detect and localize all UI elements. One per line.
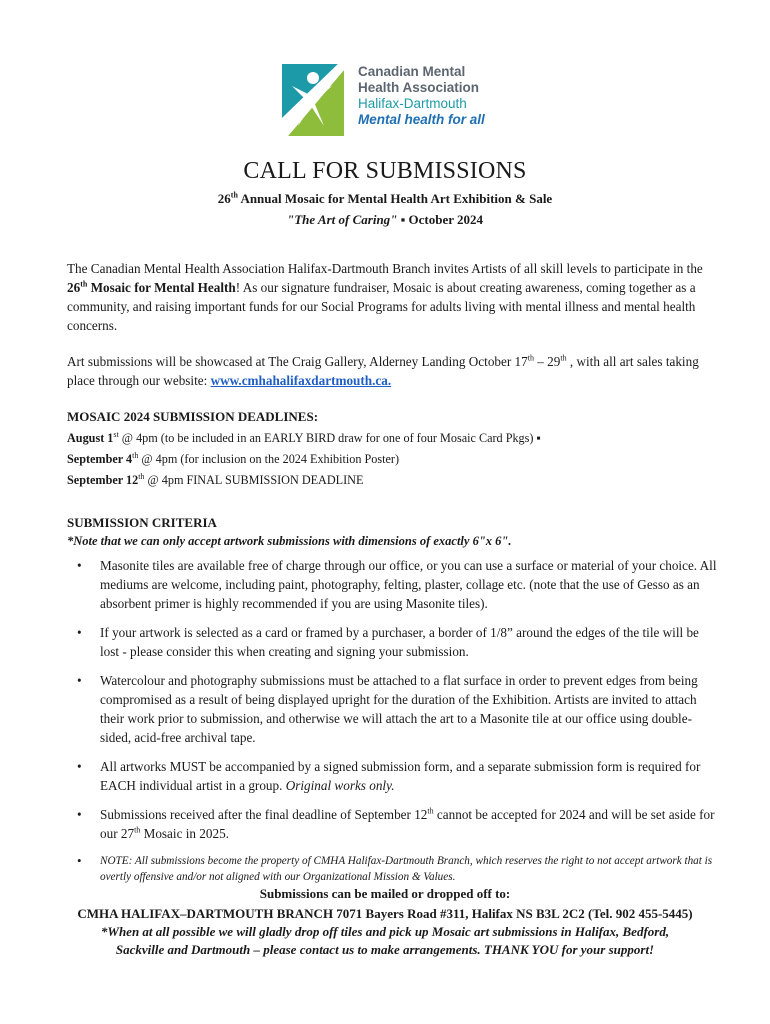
criteria-item-form: • All artworks MUST be accompanied by a signed submission form, and a separate submission form is required for EACH individual artist in a group. Original works only.: [77, 759, 701, 793]
cmha-logo: [278, 60, 498, 144]
logo-line-1: Canadian Mental: [358, 64, 466, 79]
page-title: CALL FOR SUBMISSIONS: [243, 158, 527, 184]
cmha-logo-icon: [278, 60, 348, 140]
logo-line-3: Halifax-Dartmouth: [358, 96, 467, 111]
criteria-heading: SUBMISSION CRITERIA: [67, 515, 217, 530]
footer-mail-intro: Submissions can be mailed or dropped off to:: [259, 886, 511, 901]
deadline-item-2: September 4th @ 4pm (for inclusion on the 2024 Exhibition Poster): [67, 450, 400, 466]
event-date: ▪ October 2024: [397, 212, 483, 227]
intro-paragraph: The Canadian Mental Health Association Halifax-Dartmouth Branch invites Artists of all skill levels to participate in the 26th Mosaic for Mental Health! As our signature fundraiser, Mosaic is about creating awareness, coming together as a community, and raising important funds for our Social Programs for adults living with mental illness and mental health concerns.: [67, 261, 703, 333]
logo-line-2: Health Association: [358, 80, 480, 95]
footer-dropoff-line-1: *When at all possible we will gladly drop off tiles and pick up Mosaic art submissions in Halifax, Bedford,: [100, 924, 670, 939]
criteria-item-note: • NOTE: All submissions become the property of CMHA Halifax-Dartmouth Branch, which reserves the right to not accept artwork that is overtly offensive and/or not aligned with our Organizational Mission & Values.: [77, 853, 713, 883]
event-theme-date: [0, 212, 770, 228]
website-link[interactable]: www.cmhahalifaxdartmouth.ca.: [210, 373, 392, 388]
footer-address: CMHA HALIFAX–DARTMOUTH BRANCH 7071 Bayers Road #311, Halifax NS B3L 2C2 (Tel. 902 455-5445): [77, 906, 693, 921]
criteria-note: *Note that we can only accept artwork submissions with dimensions of exactly 6"x 6".: [67, 534, 512, 548]
criteria-item-masonite: • Masonite tiles are available free of charge through our office, or you can use a surface or material of your choice. All mediums are welcome, including paint, photography, felting, plaster, collage etc. (note that the use of Gesso as an absorbent primer is highly recommended if you are using Masonite tiles).: [77, 558, 717, 611]
deadline-item-3: September 12th @ 4pm FINAL SUBMISSION DEADLINE: [67, 471, 364, 487]
criteria-list: [67, 556, 717, 895]
footer-dropoff-line-2: Sackville and Dartmouth – please contact us to make arrangements. THANK YOU for your support!: [115, 942, 655, 957]
event-theme: "The Art of Caring": [287, 212, 398, 227]
deadline-item-1: August 1st @ 4pm (to be included in an EARLY BIRD draw for one of four Mosaic Card Pkgs) ▪: [67, 429, 541, 445]
criteria-item-late: • Submissions received after the final deadline of September 12th cannot be accepted for 2024 and will be set aside for our 27th Mosaic in 2025.: [77, 806, 715, 841]
criteria-item-watercolour: • Watercolour and photography submissions must be attached to a flat surface in order to prevent edges from being compromised as a result of being displayed upright for the duration of the Exhibition. Artists are invited to attach their work prior to submission, and otherwise we will attach the art to a Masonite tile at our office using double-sided, acid-free archival tape.: [77, 673, 698, 745]
logo-tagline: Mental health for all: [358, 112, 485, 127]
criteria-item-border: • If your artwork is selected as a card or framed by a purchaser, a border of 1/8” around the edges of the tile will be lost - please consider this when creating and signing your submission.: [77, 625, 699, 659]
deadlines-heading: MOSAIC 2024 SUBMISSION DEADLINES:: [67, 409, 319, 424]
cmha-logo-text: [358, 64, 485, 128]
showcase-paragraph: Art submissions will be showcased at The Craig Gallery, Alderney Landing October 17th – 29th , with all art sales taking place through our website: www.cmhahalifaxdartmouth.ca.: [67, 353, 699, 388]
event-subtitle: 26th Annual Mosaic for Mental Health Art Exhibition & Sale: [217, 190, 553, 206]
